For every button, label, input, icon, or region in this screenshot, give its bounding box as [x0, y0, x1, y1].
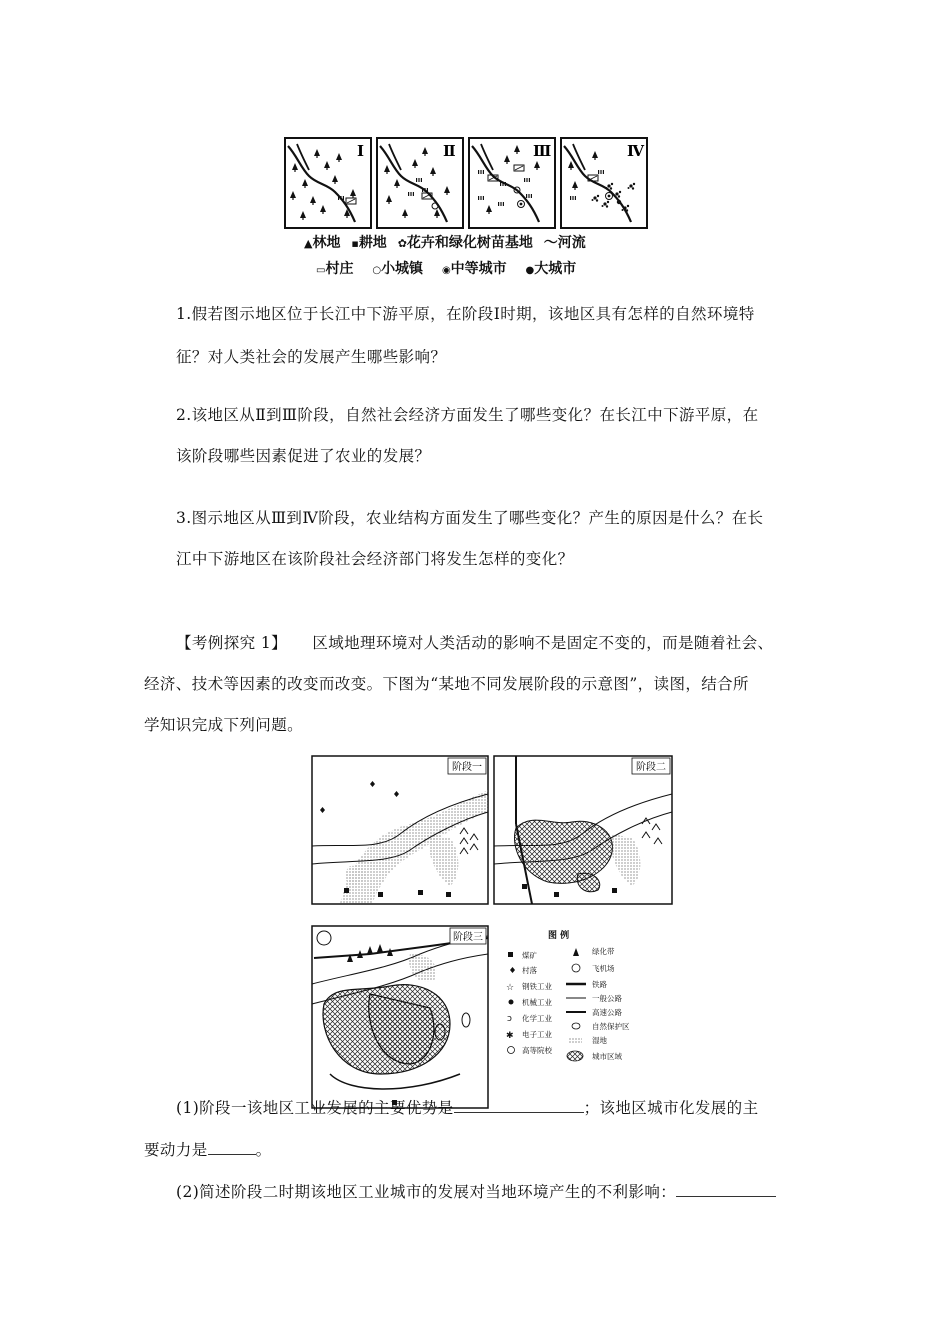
svg-text:Ⅰ: Ⅰ — [357, 142, 365, 160]
legend-medium-city: 中等城市 — [450, 261, 507, 277]
legend-small-town: 小城镇 — [381, 261, 424, 277]
stage-panels-figure — [283, 136, 653, 231]
answer-blank-3[interactable] — [676, 1178, 776, 1197]
fig1-legend-row-2 — [316, 258, 656, 280]
question-1-line-1: 1.假若图示地区位于长江中下游平原，在阶段Ⅰ时期，该地区具有怎样的自然环境特 — [176, 305, 755, 323]
svg-text:Ⅳ: Ⅳ — [627, 142, 645, 160]
large-city-icon: ● — [525, 265, 535, 276]
sub-question-1-label: (1)阶段一 — [176, 1099, 247, 1117]
sub-question-1-text-b: ；该地区城市化发展的主 — [583, 1099, 759, 1117]
fig1-legend-row-1 — [304, 232, 664, 254]
legend-river: 河流 — [557, 235, 586, 251]
svg-text:阶段一: 阶段一 — [452, 762, 482, 773]
example-line-1 — [176, 625, 773, 661]
sub-question-1-text-a: 该地区工业发展的主要优势是 — [246, 1099, 454, 1117]
svg-text:化学工业: 化学工业 — [522, 1014, 552, 1023]
svg-text:机械工业: 机械工业 — [522, 998, 552, 1007]
farmland-icon: ▪ — [351, 237, 359, 250]
answer-blank-1[interactable] — [454, 1094, 584, 1113]
example-line-2: 经济、技术等因素的改变而改变。下图为“某地不同发展阶段的示意图”，读图，结合所 — [144, 675, 749, 693]
stage-panel-1 — [285, 138, 371, 228]
svg-text:图 例: 图 例 — [548, 931, 570, 941]
legend-large-city: 大城市 — [534, 261, 577, 277]
question-2-line-2: 该阶段哪些因素促进了农业的发展？ — [176, 447, 431, 465]
svg-text:电子工业: 电子工业 — [522, 1030, 552, 1039]
svg-text:阶段二: 阶段二 — [636, 762, 666, 773]
example-heading: 【考例探究 1】 — [176, 634, 287, 652]
legend-forest: 林地 — [312, 235, 341, 251]
svg-text:飞机场: 飞机场 — [592, 964, 615, 973]
sub-question-2-text: (2)简述阶段二时期该地区工业城市的发展对当地环境产生的不利影响： — [176, 1183, 677, 1201]
svg-text:✱: ✱ — [506, 1031, 514, 1041]
legend-farmland: 耕地 — [358, 235, 387, 251]
question-1-line-2: 征？对人类社会的发展产生哪些影响？ — [176, 348, 447, 366]
medium-city-icon: ◉ — [441, 265, 451, 276]
svg-text:铁路: 铁路 — [592, 980, 607, 989]
svg-text:一般公路: 一般公路 — [592, 994, 622, 1003]
svg-text:城市区域: 城市区域 — [592, 1052, 622, 1061]
river-icon: 〜 — [543, 235, 558, 251]
development-stages-figure — [310, 754, 674, 1110]
svg-text:高等院校: 高等院校 — [522, 1046, 552, 1055]
svg-text:Ⅱ: Ⅱ — [443, 142, 456, 160]
svg-text:高速公路: 高速公路 — [592, 1008, 622, 1017]
question-3-line-1: 3.图示地区从Ⅲ到Ⅳ阶段，农业结构方面发生了哪些变化？产生的原因是什么？在长 — [176, 509, 764, 527]
sub-question-1-text-c: 要动力是 — [144, 1141, 208, 1159]
answer-blank-2[interactable] — [208, 1136, 256, 1155]
sub-question-1-line-1 — [176, 1090, 758, 1126]
stage-panel-4 — [561, 138, 647, 228]
example-line-3: 学知识完成下列问题。 — [144, 716, 304, 734]
small-town-icon: ○ — [372, 265, 382, 276]
svg-text:煤矿: 煤矿 — [522, 951, 537, 960]
svg-text:钢铁工业: 钢铁工业 — [522, 982, 552, 991]
forest-icon: ▲ — [304, 237, 313, 250]
question-3-line-2: 江中下游地区在该阶段社会经济部门将发生怎样的变化？ — [176, 550, 574, 568]
svg-text:湿地: 湿地 — [592, 1036, 607, 1045]
svg-text:ↄ: ↄ — [507, 1014, 512, 1024]
stage-panel-2 — [377, 138, 463, 228]
stage-2-map — [494, 756, 672, 904]
village-icon: ▭ — [316, 265, 326, 276]
svg-text:村落: 村落 — [522, 966, 537, 975]
sub-question-1-line-2 — [144, 1132, 272, 1168]
question-2-line-1: 2.该地区从Ⅱ到Ⅲ阶段，自然社会经济方面发生了哪些变化？在长江中下游平原，在 — [176, 406, 759, 424]
svg-text:绿化带: 绿化带 — [592, 947, 615, 956]
fig2-legend — [506, 929, 630, 1061]
example-text-1: 区域地理环境对人类活动的影响不是固定不变的，而是随着社会、 — [312, 634, 774, 652]
stage-1-map — [312, 756, 488, 904]
svg-text:自然保护区: 自然保护区 — [592, 1022, 630, 1031]
stage-3-map — [312, 926, 488, 1108]
legend-flower-base: 花卉和绿化树苗基地 — [406, 235, 533, 251]
svg-text:☆: ☆ — [506, 983, 515, 993]
svg-text:Ⅲ: Ⅲ — [533, 142, 552, 160]
sub-question-1-text-d: 。 — [255, 1141, 272, 1159]
legend-village: 村庄 — [325, 261, 354, 277]
sub-question-2-line — [176, 1174, 776, 1210]
svg-text:阶段三: 阶段三 — [453, 932, 483, 943]
stage-panel-3 — [469, 138, 555, 228]
flower-icon: ✿ — [397, 237, 407, 250]
